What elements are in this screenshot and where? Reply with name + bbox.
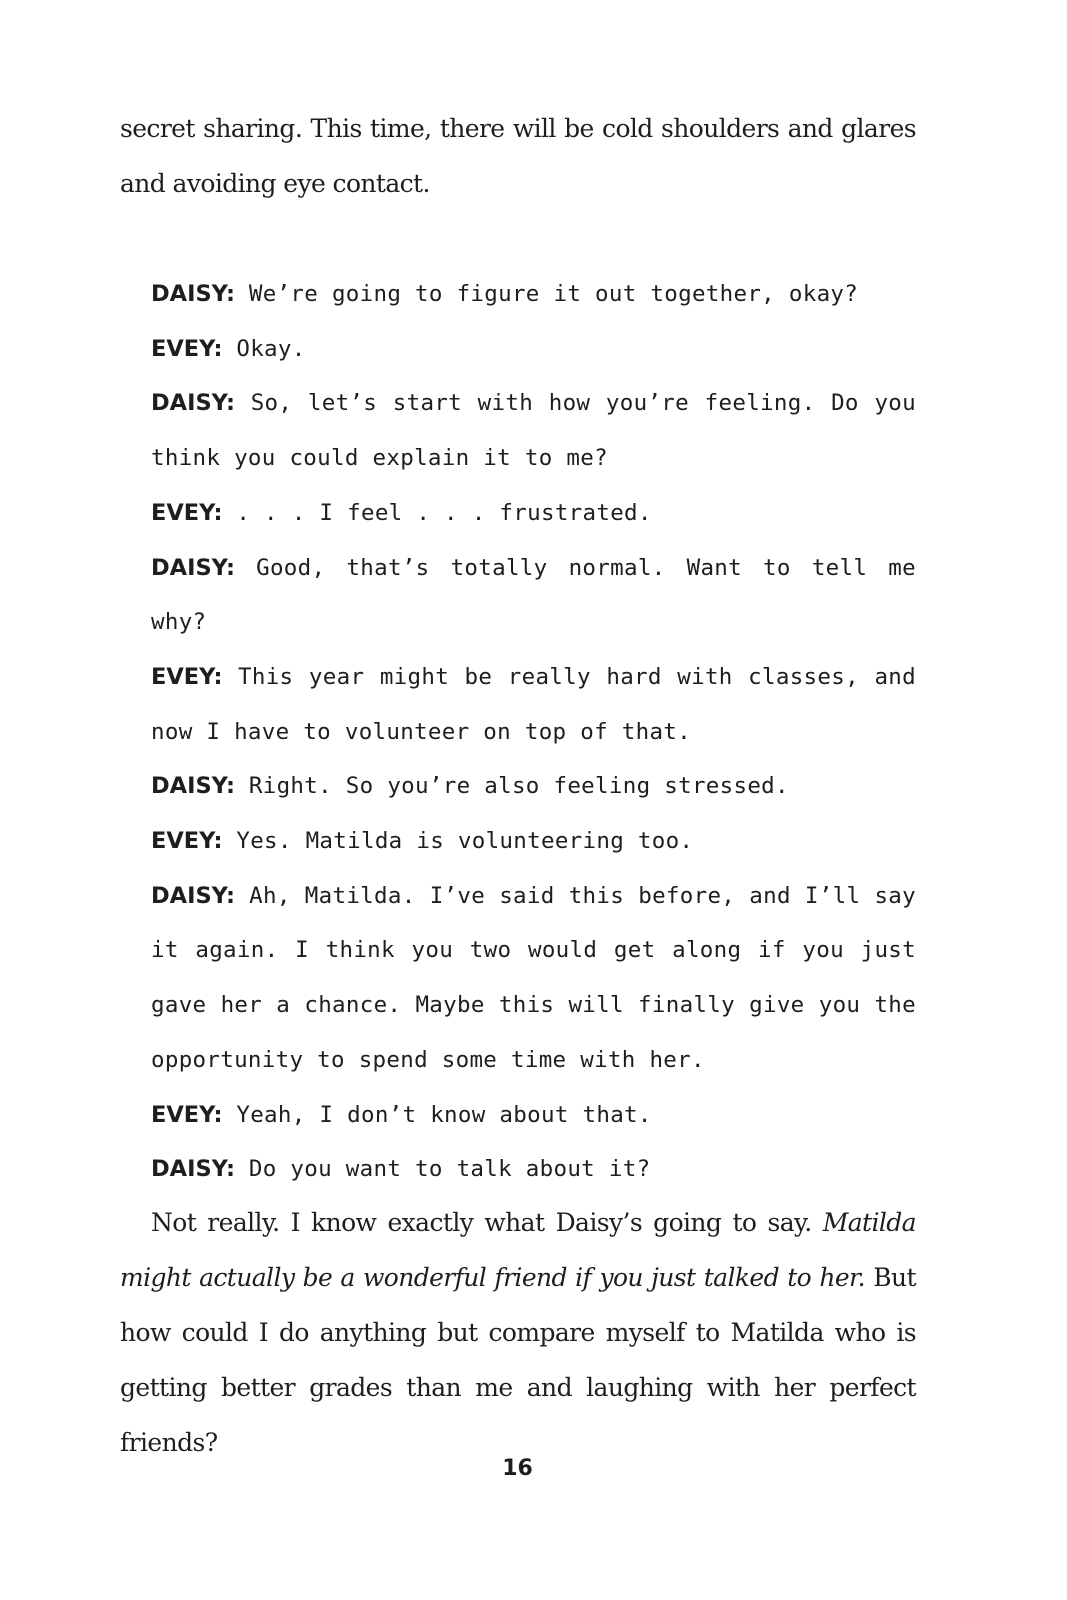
dialogue-text: This year might be really hard with classes, and now I have to volunteer on top of that. [151,663,916,745]
dialogue-text: We’re going to figure it out together, okay? [248,281,859,307]
closing-text-end: But how could I do anything but compare myself to Matilda who is getting better grades than me and laughing with her perfect friends? [120,1263,916,1457]
dialogue-line [151,869,916,1088]
dialogue-line [151,814,916,869]
dialogue-line [151,1088,916,1143]
dialogue-line [151,267,916,322]
dialogue-text: Yeah, I don’t know about that. [236,1101,652,1128]
speaker-name: EVEY: [151,1101,223,1128]
closing-text-start: Not really. I know exactly what Daisy’s going to say. [151,1208,812,1237]
speaker-name: EVEY: [151,828,223,855]
dialogue-line [151,486,916,541]
speaker-name: DAISY: [151,1156,236,1183]
dialogue-text: Good, that’s totally normal. Want to tell me why? [151,554,916,636]
dialogue-text: . . . I feel . . . frustrated. [236,499,652,526]
speaker-name: DAISY: [151,390,236,417]
dialogue-line [151,322,916,377]
dialogue-line [151,759,916,814]
dialogue-text: Yes. Matilda is volunteering too. [236,828,694,855]
closing-paragraph [120,1195,916,1470]
dialogue-text: Right. So you’re also feeling stressed. [248,773,789,800]
speaker-name: EVEY: [151,335,223,362]
dialogue-line [151,376,916,485]
speaker-name: DAISY: [151,554,236,581]
dialogue-line [151,1142,916,1197]
page-number: 16 [502,1456,533,1481]
dialogue-text: So, let’s start with how you’re feeling. Do you think you could explain it to me? [151,390,916,472]
opening-paragraph: secret sharing. This time, there will be cold shoulders and glares and avoiding eye contact. [120,114,916,198]
speaker-name: DAISY: [151,773,236,800]
dialogue-line [151,541,916,650]
speaker-name: EVEY: [151,663,223,690]
dialogue-text: Okay. [236,335,306,362]
speaker-name: EVEY: [151,499,223,526]
dialogue-line [151,650,916,759]
dialogue-block [151,267,916,1197]
speaker-name: DAISY: [151,281,236,307]
dialogue-text: Do you want to talk about it? [248,1156,651,1183]
closing-text-italic: Matilda might actually be a wonderful friend if you just talked to her. [120,1208,916,1292]
speaker-name: DAISY: [151,882,236,909]
dialogue-text: Ah, Matilda. I’ve said this before, and I’ll say it again. I think you two would get along if you just gave her a chance. Maybe this will finally give you the opportunity to spend some time with her. [151,882,916,1073]
